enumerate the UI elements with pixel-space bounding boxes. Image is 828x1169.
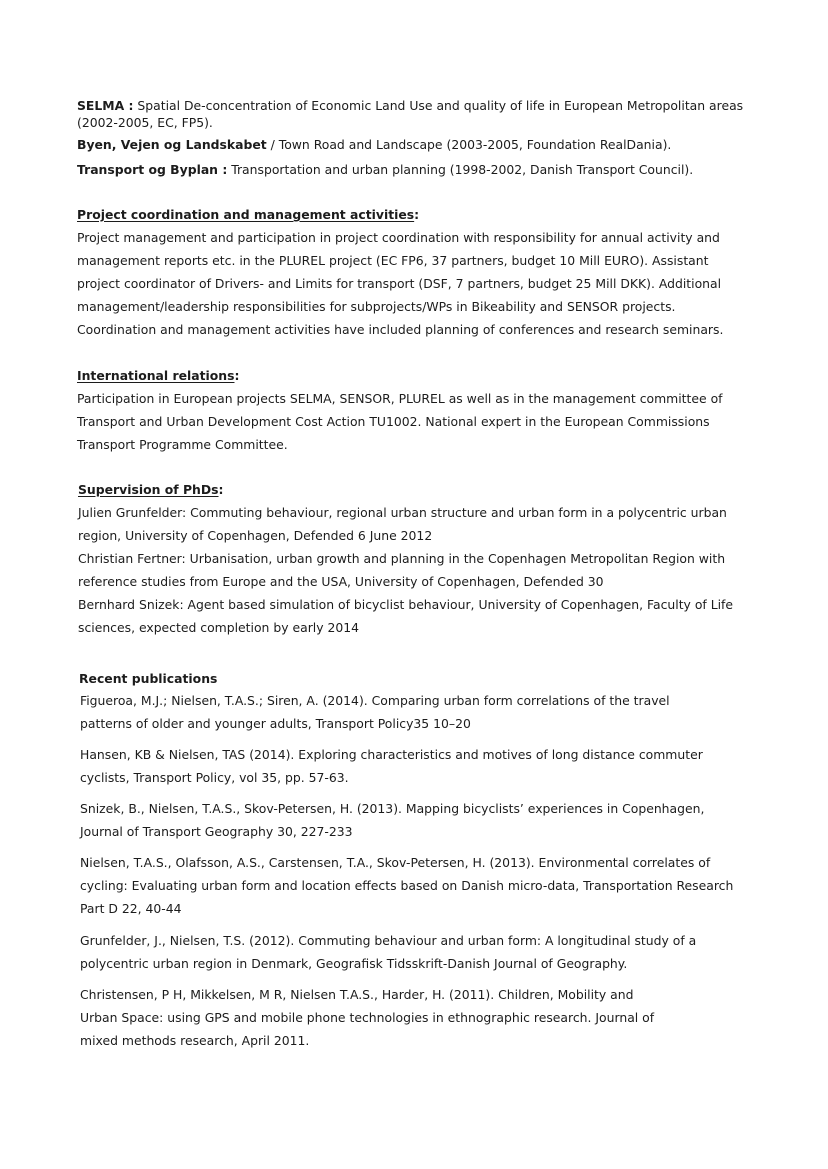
section-line: Project management and participation in project coordination with responsibility for annual activity and <box>77 230 720 245</box>
section-line: Julien Grunfelder: Commuting behaviour, regional urban structure and urban form in a polycentric urban <box>78 505 727 520</box>
section-line: Bernhard Snizek: Agent based simulation of bicyclist behaviour, University of Copenhagen, Faculty of Life <box>78 597 734 612</box>
publication-item <box>80 797 760 843</box>
project-name: Transport og Byplan : <box>77 162 228 177</box>
project-name: SELMA : <box>77 98 134 113</box>
project-entry <box>77 158 767 181</box>
publication-line: Grunfelder, J., Nielsen, T.S. (2012). Commuting behaviour and urban form: A longitudinal study of a <box>80 933 697 948</box>
project-name: Byen, Vejen og Landskabet <box>77 137 267 152</box>
section-line: Transport and Urban Development Cost Action TU1002. National expert in the European Commissions <box>77 414 710 429</box>
section-line: Participation in European projects SELMA, SENSOR, PLUREL as well as in the management committee of <box>77 391 723 406</box>
section-line: Christian Fertner: Urbanisation, urban growth and planning in the Copenhagen Metropolitan Region with <box>78 551 726 566</box>
publication-item <box>80 851 760 920</box>
section-line: Coordination and management activities have included planning of conferences and research seminars. <box>77 322 724 337</box>
publication-line: patterns of older and younger adults, Transport Policy35 10–20 <box>80 716 471 731</box>
supervision-section <box>78 478 768 639</box>
section-line: reference studies from Europe and the USA, University of Copenhagen, Defended 30 <box>78 574 604 589</box>
publication-item <box>80 983 760 1052</box>
publication-line: Snizek, B., Nielsen, T.A.S., Skov-Petersen, H. (2013). Mapping bicyclists’ experiences in Copenhagen, <box>80 801 705 816</box>
publication-line: Figueroa, M.J.; Nielsen, T.A.S.; Siren, A. (2014). Comparing urban form correlations of the travel <box>80 693 670 708</box>
publication-item <box>80 743 760 789</box>
publication-line: polycentric urban region in Denmark, Geografisk Tidsskrift-Danish Journal of Geography. <box>80 956 628 971</box>
project-entry <box>77 133 767 156</box>
publication-line: cyclists, Transport Policy, vol 35, pp. 57-63. <box>80 770 349 785</box>
publication-line: Part D 22, 40-44 <box>80 901 182 916</box>
international-section <box>77 364 767 456</box>
publication-line: Journal of Transport Geography 30, 227-233 <box>80 824 353 839</box>
project-entry <box>77 97 767 131</box>
publication-line: Urban Space: using GPS and mobile phone technologies in ethnographic research. Journal of <box>80 1010 655 1025</box>
publication-line: mixed methods research, April 2011. <box>80 1033 310 1048</box>
section-line: Transport Programme Committee. <box>77 437 288 452</box>
section-heading: Project coordination and management activities: <box>77 207 420 222</box>
publication-line: Christensen, P H, Mikkelsen, M R, Nielsen T.A.S., Harder, H. (2011). Children, Mobility and <box>80 987 634 1002</box>
section-heading: International relations: <box>77 368 240 383</box>
project-description: Spatial De-concentration of Economic Land Use and quality of life in European Metropolitan areas (2002-2005, EC, FP5). <box>77 98 744 130</box>
section-line: management reports etc. in the PLUREL project (EC FP6, 37 partners, budget 10 Mill EURO). Assistant <box>77 253 709 268</box>
publication-line: cycling: Evaluating urban form and location effects based on Danish micro-data, Transportation Research <box>80 878 734 893</box>
section-line: management/leadership responsibilities for subprojects/WPs in Bikeability and SENSOR projects. <box>77 299 676 314</box>
project-description: Transportation and urban planning (1998-2002, Danish Transport Council). <box>227 162 694 177</box>
section-heading: Supervision of PhDs: <box>78 482 224 497</box>
section-line: sciences, expected completion by early 2014 <box>78 620 360 635</box>
coordination-section <box>77 203 767 341</box>
publication-line: Nielsen, T.A.S., Olafsson, A.S., Carstensen, T.A., Skov-Petersen, H. (2013). Environmental correlates of <box>80 855 711 870</box>
publication-item <box>80 929 760 975</box>
section-line: project coordinator of Drivers- and Limits for transport (DSF, 7 partners, budget 25 Mill DKK). Additional <box>77 276 722 291</box>
publications-heading: Recent publications <box>79 671 218 686</box>
publication-item <box>80 689 760 735</box>
publication-line: Hansen, KB & Nielsen, TAS (2014). Exploring characteristics and motives of long distance commuter <box>80 747 703 762</box>
project-description: / Town Road and Landscape (2003-2005, Foundation RealDania). <box>266 137 672 152</box>
section-line: region, University of Copenhagen, Defended 6 June 2012 <box>78 528 433 543</box>
